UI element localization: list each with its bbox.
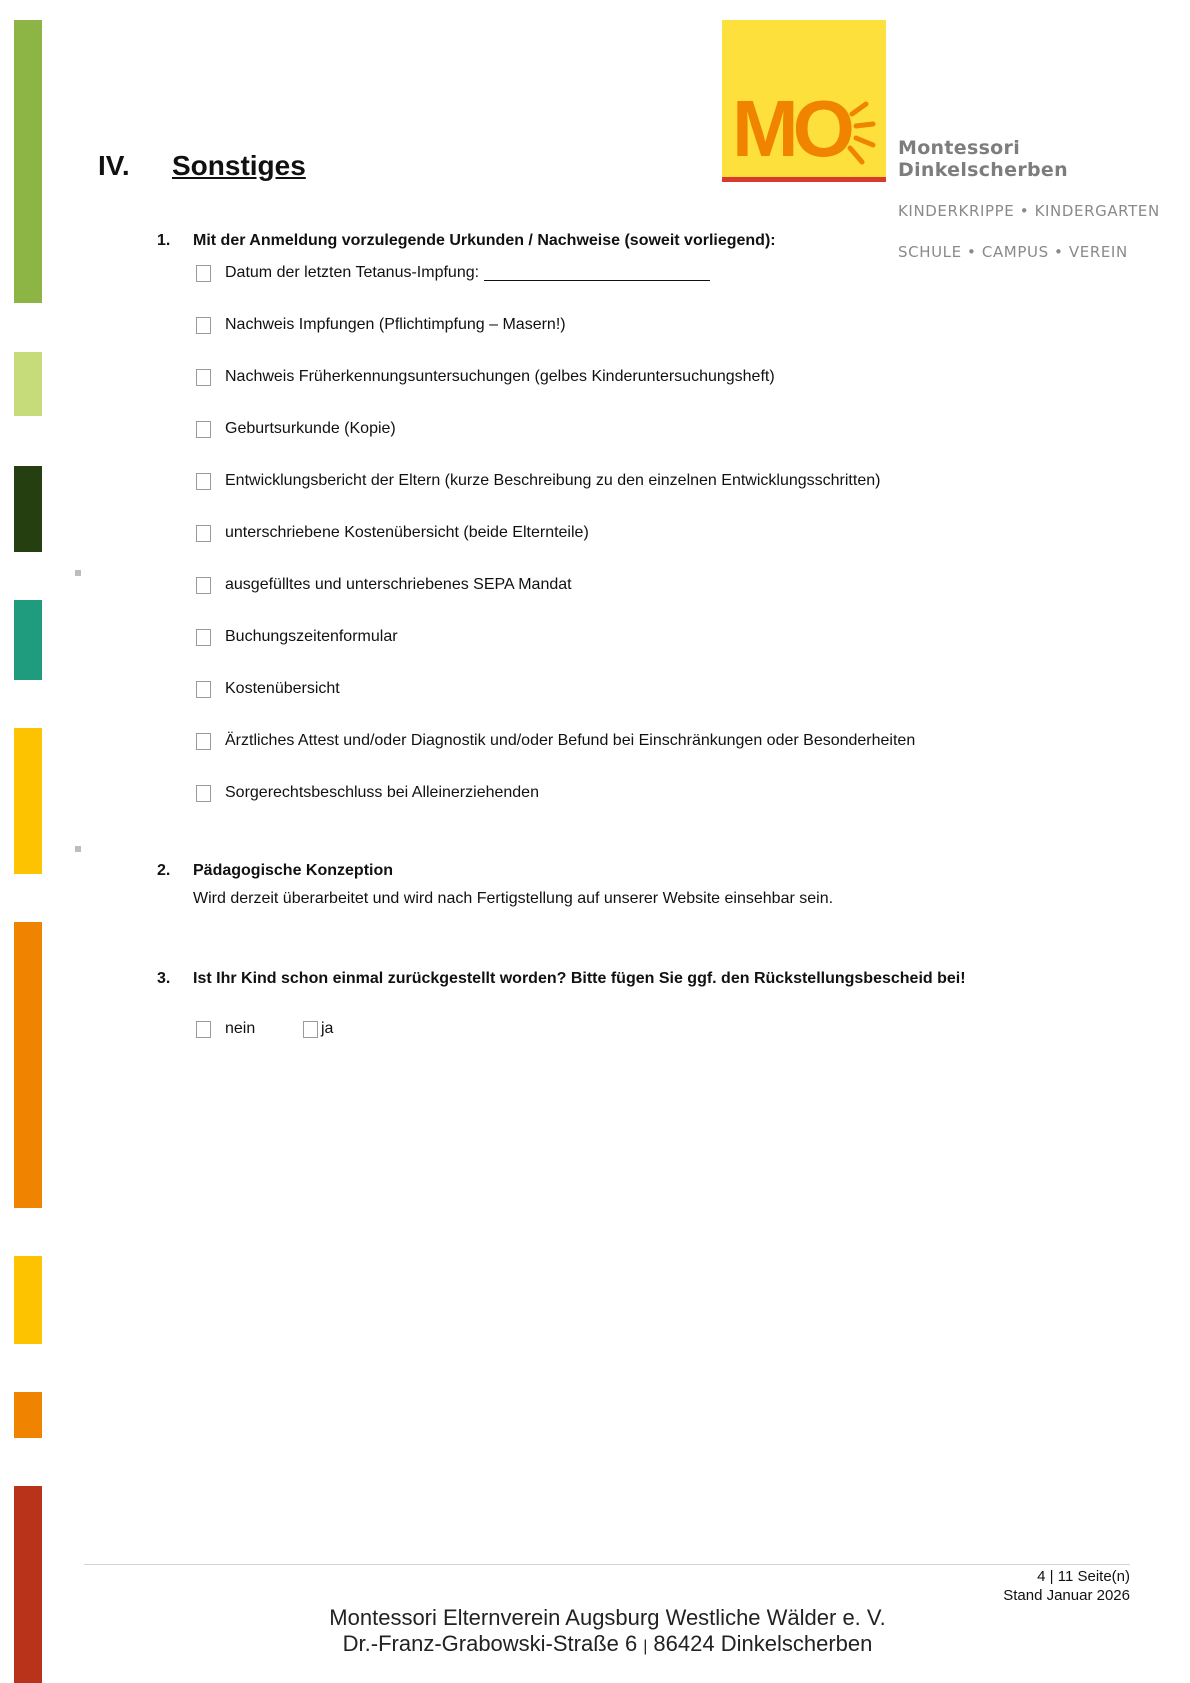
checkbox-label: ausgefülltes und unterschriebenes SEPA Mandat — [225, 576, 572, 593]
checkbox[interactable] — [196, 369, 211, 386]
checkbox-label: Buchungszeitenformular — [225, 628, 398, 645]
checkbox-yes[interactable] — [303, 1021, 318, 1038]
margin-marker — [75, 846, 81, 852]
footer-divider — [84, 1564, 1130, 1565]
list-item — [196, 470, 880, 492]
checkbox-label: Nachweis Früherkennungsuntersuchungen (gelbes Kinderuntersuchungsheft) — [225, 368, 775, 385]
question-2-number: 2. — [157, 862, 171, 879]
checkbox[interactable] — [196, 577, 211, 594]
option-no — [196, 1018, 255, 1040]
checkbox-label: unterschriebene Kostenübersicht (beide Elternteile) — [225, 524, 589, 541]
logo — [722, 20, 886, 182]
checkbox[interactable] — [196, 265, 211, 282]
checkbox[interactable] — [196, 785, 211, 802]
checkbox[interactable] — [196, 525, 211, 542]
option-yes — [303, 1018, 333, 1040]
page-info — [1003, 1567, 1130, 1605]
checkbox[interactable] — [196, 629, 211, 646]
question-3-number: 3. — [157, 970, 171, 987]
list-item — [196, 418, 396, 440]
list-item — [196, 366, 775, 388]
stripe-light-green — [14, 352, 42, 416]
checkbox-label: Sorgerechtsbeschluss bei Alleinerziehenden — [225, 784, 539, 801]
footer-address — [0, 1605, 1190, 1660]
organization-name: Montessori Elternverein Augsburg Westliche Wälder e. V. — [329, 1605, 886, 1630]
checkbox-no[interactable] — [196, 1021, 211, 1038]
section-title: Sonstiges — [172, 150, 306, 181]
checkbox-label: Kostenübersicht — [225, 680, 340, 697]
checkbox-label: Ärztliches Attest und/oder Diagnostik und/oder Befund bei Einschränkungen oder Besonderheiten — [225, 732, 916, 749]
city: 86424 Dinkelscherben — [653, 1631, 873, 1656]
document-date: Stand Januar 2026 — [1003, 1587, 1130, 1604]
checkbox-label: Geburtsurkunde (Kopie) — [225, 420, 396, 437]
checkbox[interactable] — [196, 733, 211, 750]
checkbox-label: Datum der letzten Tetanus-Impfung: — [225, 264, 480, 281]
stripe-dark-green — [14, 466, 42, 552]
option-no-label: nein — [225, 1020, 256, 1037]
brand-tag-line2: SCHULE • CAMPUS • VEREIN — [898, 243, 1128, 261]
sun-rays-icon — [850, 104, 873, 162]
checkbox[interactable] — [196, 681, 211, 698]
stripe-green — [14, 20, 42, 303]
stripe-orange-2 — [14, 1392, 42, 1438]
margin-marker — [75, 570, 81, 576]
checkbox[interactable] — [196, 473, 211, 490]
question-3-text: Ist Ihr Kind schon einmal zurückgestellt worden? Bitte fügen Sie ggf. den Rückstellungsbescheid bei! — [193, 970, 966, 987]
list-item — [196, 626, 398, 648]
address-line — [0, 1631, 1190, 1660]
question-1-text: Mit der Anmeldung vorzulegende Urkunden / Nachweise (soweit vorliegend): — [193, 232, 776, 249]
checkbox[interactable] — [196, 317, 211, 334]
stripe-teal — [14, 600, 42, 680]
brand-name-line2: Dinkelscherben — [898, 159, 1068, 181]
question-2-title: Pädagogische Konzeption — [193, 862, 394, 879]
checkbox-label: Entwicklungsbericht der Eltern (kurze Beschreibung zu den einzelnen Entwicklungsschritten) — [225, 472, 881, 489]
brand-name-line1: Montessori — [898, 137, 1021, 159]
brand-tag-line1: KINDERKRIPPE • KINDERGARTEN — [898, 202, 1160, 220]
list-item — [196, 314, 566, 336]
address-separator: | — [643, 1638, 648, 1655]
list-item — [196, 782, 539, 804]
question-1-number: 1. — [157, 232, 171, 249]
brand — [898, 137, 1160, 263]
date-blank-line[interactable] — [484, 266, 710, 281]
checkbox-label: Nachweis Impfungen (Pflichtimpfung – Masern!) — [225, 316, 566, 333]
option-yes-label: ja — [321, 1020, 334, 1037]
section-number: IV. — [98, 150, 130, 181]
list-item — [196, 730, 915, 752]
list-item — [196, 678, 340, 700]
list-item — [196, 574, 572, 596]
list-item — [196, 262, 710, 284]
logo-mark — [732, 90, 878, 170]
stripe-yellow — [14, 728, 42, 874]
question-2-text: Wird derzeit überarbeitet und wird nach Fertigstellung auf unserer Website einsehbar sein. — [193, 890, 834, 907]
checkbox[interactable] — [196, 421, 211, 438]
logo-mark-text: MO — [732, 90, 849, 170]
page-number: 4 | 11 Seite(n) — [1037, 1568, 1130, 1585]
street: Dr.-Franz-Grabowski-Straße 6 — [342, 1631, 638, 1656]
list-item — [196, 522, 589, 544]
stripe-yellow-2 — [14, 1256, 42, 1344]
stripe-orange — [14, 922, 42, 1208]
